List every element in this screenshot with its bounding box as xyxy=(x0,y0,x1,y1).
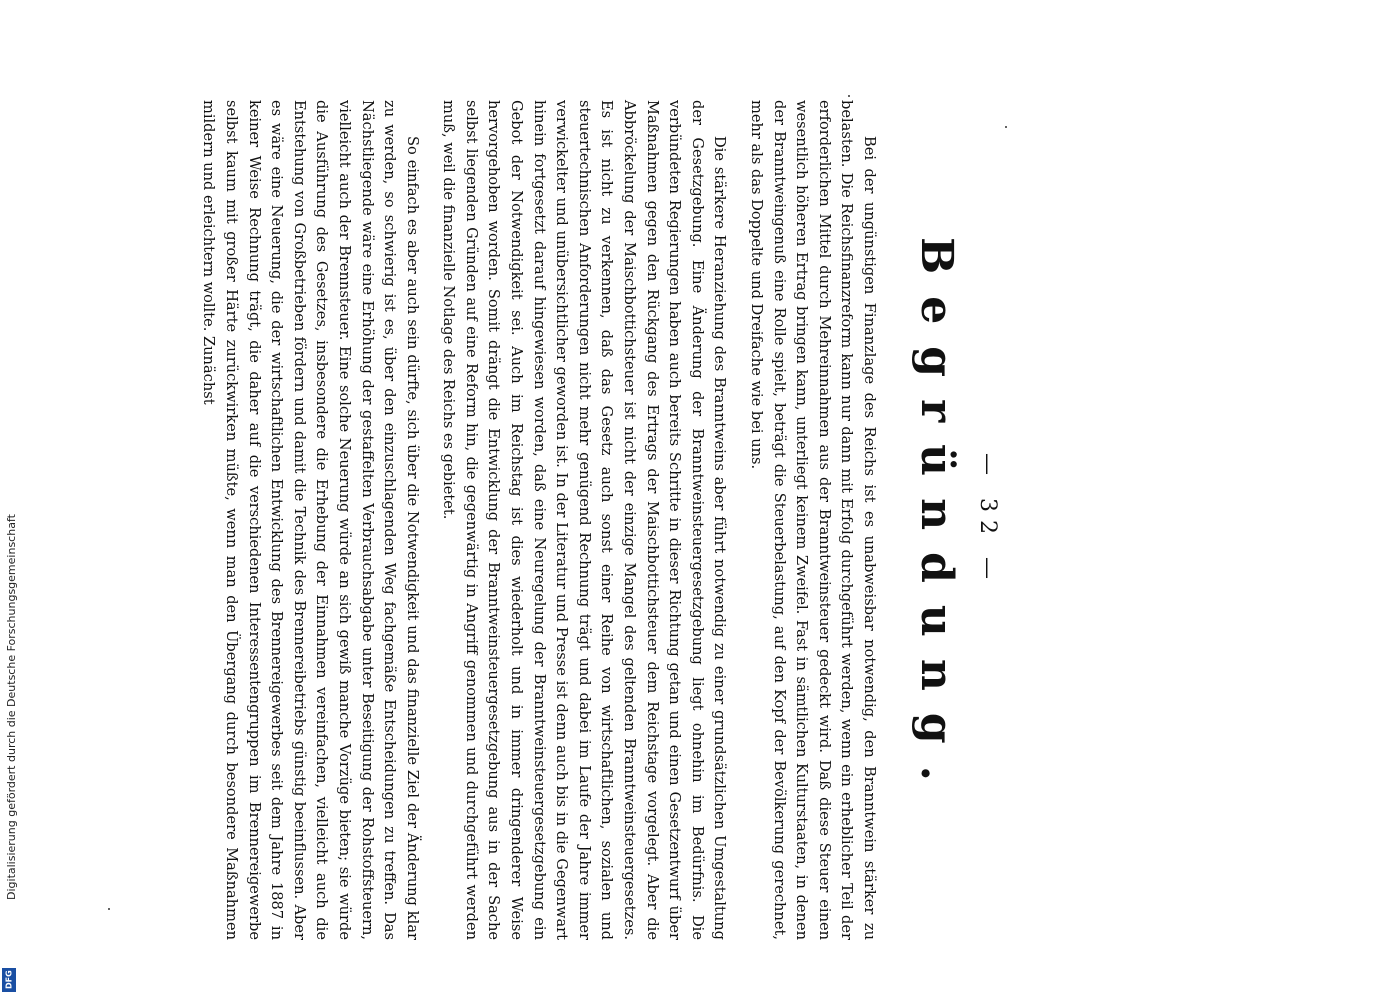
dfg-logo-icon: DFG xyxy=(2,968,16,992)
paragraph-1: Bei der ungünstigen Finanzlage des Reichs ist es unabweisbar notwendig, den Branntwein stärker zu belasten. Die Reichsfinanzreform kann nur dann mit Erfolg durchgeführt werden, wenn ein erheblicher Teil der erforderlichen Mittel durch Mehreinnahmen aus der Branntweinsteuer gedeckt wird. Daß diese Steuer einen wesentlich höheren Ertrag bringen kann, unterliegt keinem Zweifel. Fast in sämtlichen Kulturstaaten, in denen der Branntweingenuß eine Rolle spielt, beträgt die Steuerbelastung, auf den Kopf der Bevölkerung gerechnet, mehr als das Doppelte und Dreifache wie bei uns. xyxy=(748,100,878,940)
body-text xyxy=(197,100,880,940)
digitization-credit xyxy=(0,0,18,1000)
scan-speck xyxy=(848,95,850,97)
page-heading: Begründung. xyxy=(911,237,962,803)
paragraph-3: So einfach es aber auch sein dürfte, sich über die Notwendigkeit und das finanzielle Ziel der Änderung klar zu werden, so schwierig ist es, über den einzuschlagenden Weg fachgemäße Entscheidungen zu treffen. Das Nächstliegende wäre eine Erhöhung der gestaffelten Verbrauchsabgabe unter Beseitigung der Rohstoffsteuern, vielleicht auch der Brennsteuer. Eine solche Neuerung würde an sich gewiß manche Vorzüge bieten; sie würde die Ausführung des Gesetzes, insbesondere die Erhebung der Einnahmen vereinfachen, vielleicht auch die Entstehung von Großbetrieben fördern und damit die Technik des Brennereibetriebs günstig beeinflussen. Aber es wäre eine Neuerung, die der wirtschaftlichen Entwicklung des Brennereigewerbes seit dem Jahre 1887 in keiner Weise Rechnung trägt, die daher auf die verschiedenen Interessentengruppen im Brennereigewerbe selbst kaum mit großer Härte zurückwirken müßte, wenn man den Übergang durch besondere Maßnahmen mildern und erleichtern wollte. Zunächst xyxy=(200,100,421,940)
document-page xyxy=(120,70,1020,970)
page-number: — 32 — xyxy=(975,453,1000,587)
paragraph-2: Die stärkere Heranziehung des Branntweins aber führt notwendig zu einer grundsätzlichen Umgestaltung der Gesetzgebung. Eine Änderung der Branntweinsteuergesetzgebung liegt ohnehin im Bedürfnis. Die verbündeten Regierungen haben auch bereits Schritte in dieser Richtung getan und einen Gesetzentwurf über Maßnahmen gegen den Rückgang des Ertrags der Maischbottichsteuer dem Reichstage vorgelegt. Aber die Abbröckelung der Maischbottichsteuer ist nicht der einzige Mangel des geltenden Branntweinsteuergesetzes. Es ist nicht zu verkennen, daß das Gesetz auch sonst einer Reihe von wirtschaftlichen, sozialen und steuertechnischen Anforderungen nicht mehr genügend Rechnung trägt und dabei im Laufe der Jahre immer verwickelter und unübersichtlicher geworden ist. In der Literatur und Presse ist denn auch bis in die Gegenwart hinein fortgesetzt darauf hingewiesen worden, daß eine Neuregelung der Branntweinsteuergesetzgebung ein Gebot der Notwendigkeit sei. Auch im Reichstag ist dies wiederholt und in immer dringenderer Weise hervorgehoben worden. Somit drängt die Entwicklung der Branntweinsteuergesetzgebung aus in der Sache selbst liegenden Gründen auf eine Reform hin, die gegenwärtig in Angriff genommen und durchgeführt werden muß, weil die finanzielle Notlage des Reichs es gebietet. xyxy=(440,100,729,940)
scan-speck xyxy=(1005,126,1007,128)
credit-text: Digitalisierung gefördert durch die Deutsche Forschungsgemeinschaft xyxy=(5,514,18,900)
scan-speck xyxy=(108,908,110,910)
